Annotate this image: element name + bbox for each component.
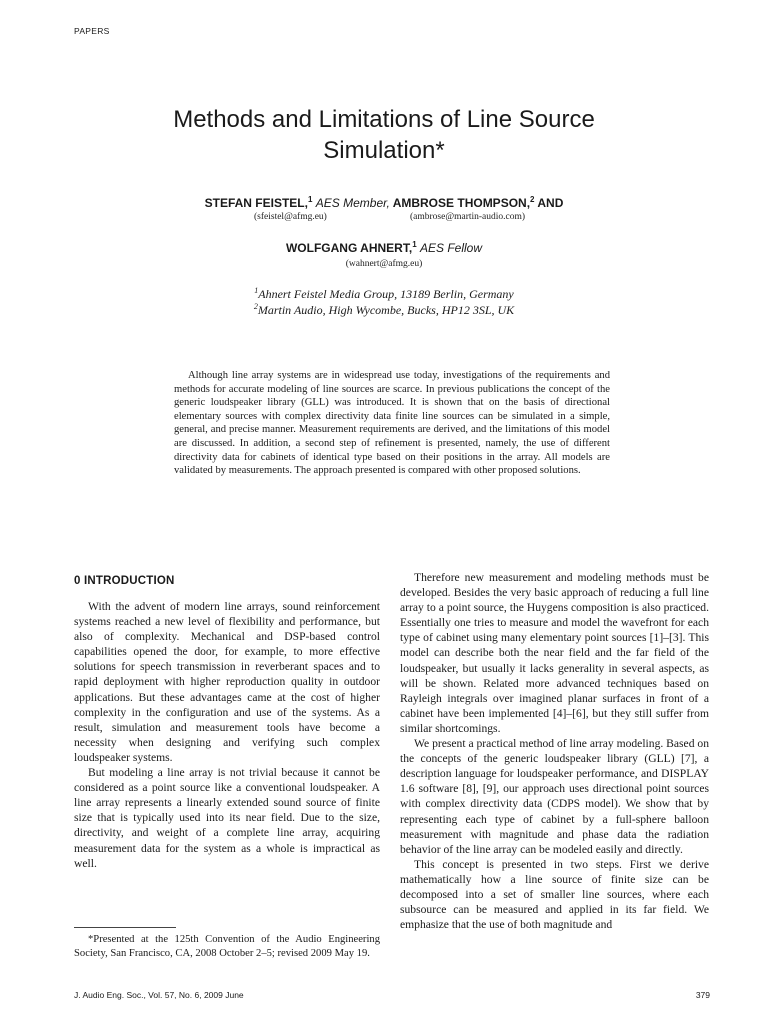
paper-title: [80, 104, 688, 166]
author-3-name: WOLFGANG AHNERT,: [285, 241, 413, 255]
affiliation-2-text: Martin Audio, High Wycombe, Bucks, HP12 3SL, UK: [257, 303, 515, 317]
author-1-affil-mark: 1: [307, 195, 313, 204]
title-line-1: Methods and Limitations of Line Source: [173, 106, 595, 134]
affiliation-1: [0, 286, 768, 302]
footnote: *Presented at the 125th Convention of the Audio Engineering Society, San Francisco, CA, 2008 October 2–5; revised 2009 May 19.: [74, 934, 380, 959]
affiliation-2-mark: 2: [253, 302, 258, 311]
author-1-role: AES Member,: [315, 196, 390, 210]
paragraph: We present a practical method of line array modeling. Based on the concepts of the generic loudspeaker library (GLL) [7], a description language for loudspeaker performance, and DISPLAY 1.6 software [8], [9], our approach uses directional point sources with complex directivity data (CDPS model). We show that by representing each type of cabinet by a full-sphere balloon measurement with magnitude and phase data the radiation behavior of the line array can be modeled easily and directly.: [400, 737, 709, 856]
author-1-email: (sfeistel@afmg.eu): [254, 212, 327, 222]
author-3-affil-mark: 1: [412, 240, 417, 249]
footnote-divider: [74, 927, 176, 928]
authors-line: [0, 195, 768, 210]
paragraph: Therefore new measurement and modeling methods must be developed. Besides the very basic approach of reducing a full line array to a point source, the Huygens composition is also practiced. Essentially one tries to measure and model the wavefront for each type of cabinet using many elementary point sources [1]–[3]. This model can describe both the near field and the far field of the loudspeaker, but usually it lacks generality in several aspects, as will be shown. Related more advanced techniques based on Rayleigh integrals over imagined planar surfaces in front of a cabinet have been implemented [4]–[6], but they still suffer from similar shortcomings.: [400, 571, 709, 735]
affiliation-1-text: Ahnert Feistel Media Group, 13189 Berlin, Germany: [258, 287, 514, 301]
author-2-name: AMBROSE THOMPSON,: [392, 196, 531, 210]
right-column: [400, 570, 709, 932]
author-3-role: AES Fellow: [419, 241, 483, 255]
paragraph: This concept is presented in two steps. First we derive mathematically how a line source of finite size can be decomposed into a set of smaller line sources, where each subsource can be measured and applied in its far field. We emphasize that the use of both magnitude and: [400, 857, 709, 932]
author-2-email: (ambrose@martin-audio.com): [410, 212, 526, 222]
and-word: AND: [537, 196, 564, 210]
paragraph: With the advent of modern line arrays, sound reinforcement systems reached a new level of flexibility and performance, but also of complexity. Mechanical and DSP-based control capabilities opened the door, for example, to more effective solutions for speech transmission in reverberant spaces and to rapid deployment with higher reproduction quality in outdoor applications. But these advantages came at the cost of higher complexity in the configuration and use of the systems. As a result, simulation and measurement tools have become a necessity when designing and verifying such complex loudspeaker systems.: [74, 600, 380, 764]
affiliation-2: [0, 302, 768, 318]
author-1-name: STEFAN FEISTEL,: [204, 196, 308, 210]
affiliation-1-mark: 1: [254, 286, 259, 295]
page-number: 379: [695, 990, 710, 1000]
author-2-affil-mark: 2: [530, 195, 535, 204]
section-heading-introduction: 0 INTRODUCTION: [74, 575, 175, 587]
left-column: [74, 599, 380, 871]
title-line-2: Simulation*: [323, 137, 445, 165]
journal-citation: J. Audio Eng. Soc., Vol. 57, No. 6, 2009 June: [74, 990, 244, 1000]
abstract: Although line array systems are in widespread use today, investigations of the requirements and methods for accurate modeling of line sources are scarce. In previous publications the concept of the generic loudspeaker library (GLL) was introduced. It is shown that on the basis of directional elementary sources with complex directivity data finite line sources can be simulated in a simple, general, and precise manner. Measurement requirements are derived, and the limitations of this model are discussed. In addition, a second step of refinement is presented, namely, the use of different directivity data for cabinets of identical type based on their positions in the array. All models are validated by measurements. The approach presented is compared with other proposed solutions.: [174, 370, 610, 477]
paragraph: But modeling a line array is not trivial because it cannot be considered as a point source like a conventional loudspeaker. A line array represents a linearly extended sound source of finite size that is typically used into its near field. Due to the size, directivity, and weight of a complete line array, acquiring measurement data for the system as a whole is impractical as well.: [74, 766, 380, 870]
author-3-line: [0, 240, 768, 255]
author-3-email: (wahnert@afmg.eu): [345, 259, 423, 269]
running-head: PAPERS: [74, 26, 110, 36]
